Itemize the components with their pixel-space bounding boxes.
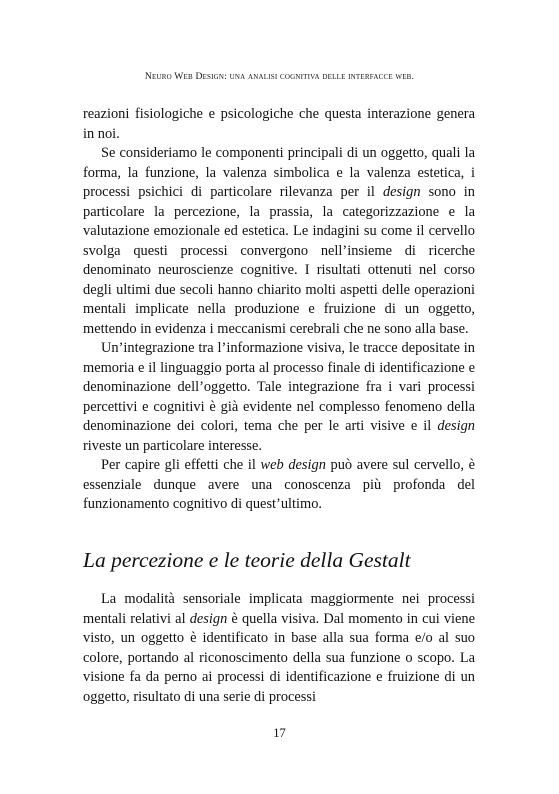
paragraph-text: riveste un particolare interesse.	[83, 437, 263, 454]
paragraph-text: La modalità sensoriale implicata maggiormente nei processi mentali relativi al	[83, 591, 475, 627]
section-one-body	[83, 105, 475, 515]
paragraph-text: è quella visiva. Dal momento in cui viene visto, un oggetto è identificato in base alla sua forma e/o al suo colore, portando al riconoscimento della sua funzione o scopo. La visione fa da perno ai processi di identificazione e fruizione di un oggetto, risultato di una serie di processi	[83, 610, 475, 705]
running-head: Neuro Web Design: una analisi cognitiva delle interfacce web.	[144, 71, 415, 82]
paragraph-perception	[83, 590, 475, 707]
section-two-body	[83, 590, 475, 707]
page-number: 17	[273, 726, 286, 740]
paragraph-web-design	[83, 456, 475, 515]
paragraph-components	[83, 144, 475, 339]
emphasis-design: design	[189, 610, 228, 627]
paragraph-continuation	[83, 105, 475, 144]
paragraph-text: reazioni fisiologiche e psicologiche che questa interazione genera in noi.	[83, 106, 475, 142]
paragraph-integration	[83, 339, 475, 456]
paragraph-text: Per capire gli effetti che il	[101, 457, 261, 473]
paragraph-text: può avere sul cervello, è essenziale dunque avere una conoscenza più profonda del funzionamento cognitivo di quest’ultimo.	[83, 457, 475, 512]
section-heading: La percezione e le teorie della Gestalt	[83, 548, 411, 572]
emphasis-design: design	[437, 418, 475, 434]
emphasis-design: design	[382, 184, 421, 200]
paragraph-text: Un’integrazione tra l’informazione visiva, le tracce depositate in memoria e il linguaggio porta al processo finale di identificazione e denominazione dell’oggetto. Tale integrazione fra i vari processi percettivi e cognitivi è già evidente nel complesso fenomeno della denominazione dei colori, tema che per le arti visive e il	[83, 340, 475, 434]
emphasis-web-design: web design	[260, 457, 326, 473]
paragraph-text: Se consideriamo le componenti principali di un oggetto, quali la forma, la funzione, la valenza simbolica e la valenza estetica, i processi psichici di particolare rilevanza per il	[83, 145, 475, 200]
paragraph-text: sono in particolare la percezione, la prassia, la categorizzazione e la valutazione emozionale ed estetica. Le indagini su come il cervello svolga questi processi convergono nell’insieme di ricerche denominato neuroscienze cognitive. I risultati ottenuti nel corso degli ultimi due secoli hanno chiarito molti aspetti delle operazioni mentali implicate nella produzione e fruizione di un oggetto, mettendo in evidenza i meccanismi cerebrali che ne sono alla base.	[83, 184, 475, 337]
